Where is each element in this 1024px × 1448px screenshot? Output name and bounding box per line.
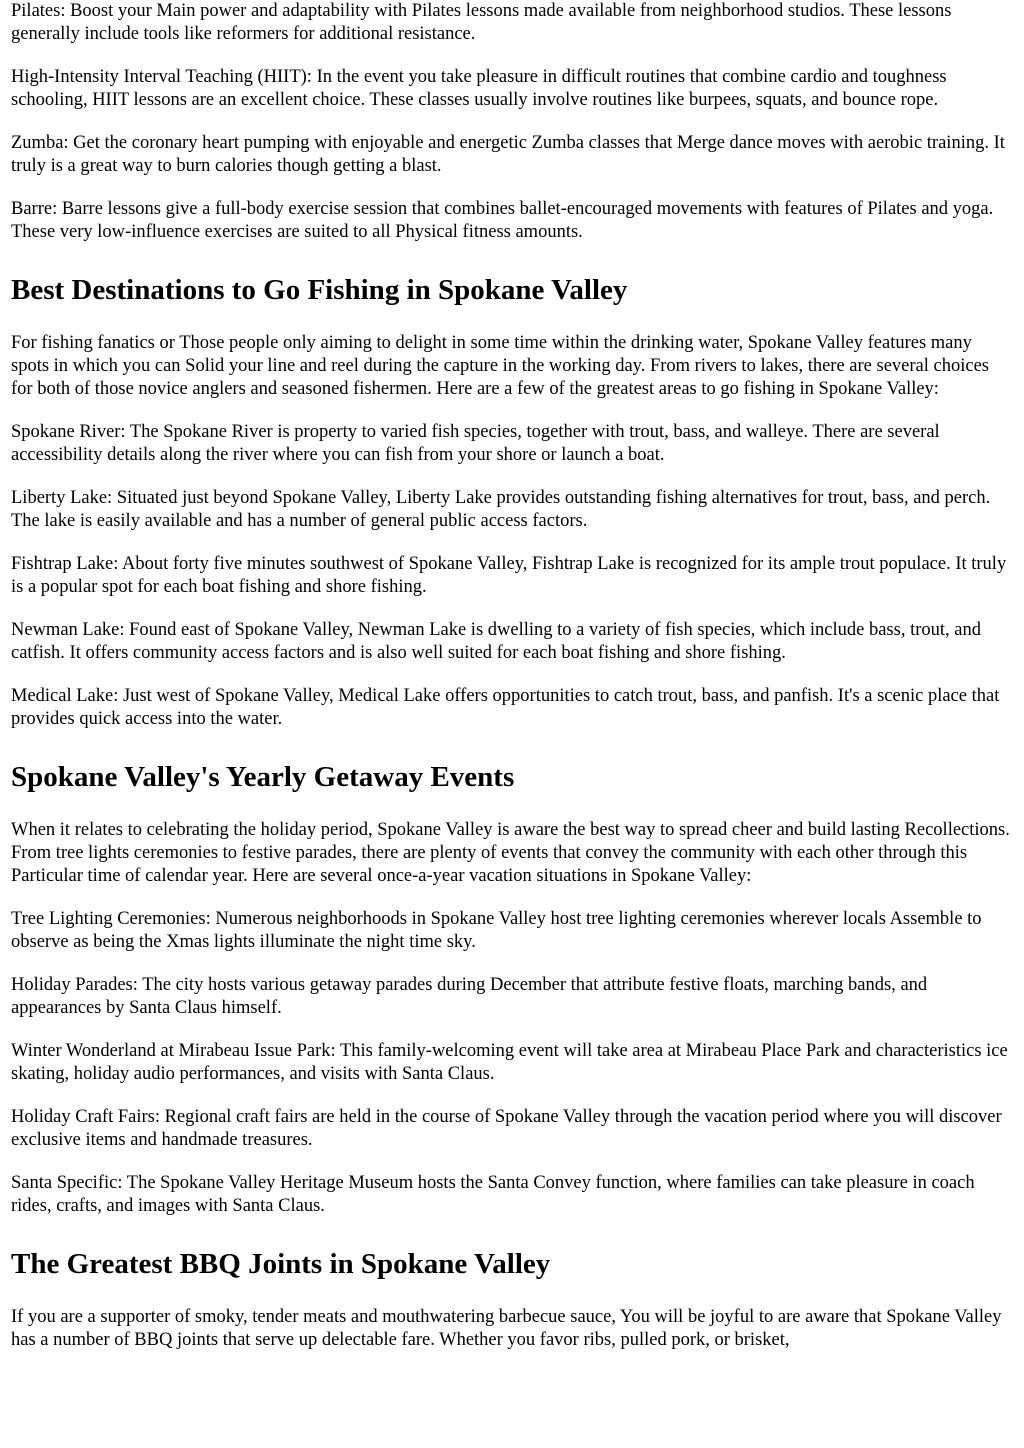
paragraph-bbq-intro: If you are a supporter of smoky, tender meats and mouthwatering barbecue sauce, You will be joyful to are aware that Spokane Valley has a number of BBQ joints that serve up delectable fare. Whether you favor ribs, pulled pork, or brisket, <box>11 1307 1002 1350</box>
paragraph-spokane-river: Spokane River: The Spokane River is property to varied fish species, together with trout, bass, and walleye. There are several accessibility details along the river where you can fish from your shore or launch a boat. <box>11 422 940 465</box>
paragraph-liberty-lake: Liberty Lake: Situated just beyond Spokane Valley, Liberty Lake provides outstanding fishing alternatives for trout, bass, and perch. The lake is easily available and has a number of general public access factors. <box>11 488 991 531</box>
paragraph-fishtrap-lake: Fishtrap Lake: About forty five minutes southwest of Spokane Valley, Fishtrap Lake is recognized for its ample trout populace. It truly is a popular spot for each boat fishing and shore fishing. <box>11 554 1007 597</box>
paragraph-holiday-parades: Holiday Parades: The city hosts various getaway parades during December that attribute festive floats, marching bands, and appearances by Santa Claus himself. <box>11 975 928 1018</box>
paragraph-barre: Barre: Barre lessons give a full-body exercise session that combines ballet-encouraged movements with features of Pilates and yoga. These very low-influence exercises are suited to all Physical fitness amounts. <box>11 199 994 242</box>
paragraph-winter-wonderland: Winter Wonderland at Mirabeau Issue Park: This family-welcoming event will take area at Mirabeau Place Park and characteristics ice skating, holiday audio performances, and visits with Santa Claus. <box>11 1041 1008 1084</box>
heading-fishing: Best Destinations to Go Fishing in Spokane Valley <box>11 274 628 306</box>
paragraph-zumba: Zumba: Get the coronary heart pumping with enjoyable and energetic Zumba classes that Merge dance moves with aerobic training. It truly is a great way to burn calories though getting a blast. <box>11 133 1005 176</box>
paragraph-medical-lake: Medical Lake: Just west of Spokane Valley, Medical Lake offers opportunities to catch trout, bass, and panfish. It's a scenic place that provides quick access into the water. <box>11 686 1000 729</box>
paragraph-hiit: High-Intensity Interval Teaching (HIIT): In the event you take pleasure in difficult routines that combine cardio and toughness schooling, HIIT lessons are an excellent choice. These classes usually involve routines like burpees, squats, and bounce rope. <box>11 67 947 110</box>
paragraph-tree-lighting: Tree Lighting Ceremonies: Numerous neighborhoods in Spokane Valley host tree lighting ceremonies wherever locals Assemble to observe as being the Xmas lights illuminate the night time sky. <box>11 909 982 952</box>
paragraph-newman-lake: Newman Lake: Found east of Spokane Valley, Newman Lake is dwelling to a variety of fish species, which include bass, trout, and catfish. It offers community access factors and is also well suited for each boat fishing and shore fishing. <box>11 620 981 663</box>
heading-holiday-events: Spokane Valley's Yearly Getaway Events <box>11 761 515 793</box>
heading-bbq: The Greatest BBQ Joints in Spokane Valley <box>11 1248 551 1280</box>
paragraph-santa-express: Santa Specific: The Spokane Valley Heritage Museum hosts the Santa Convey function, where families can take pleasure in coach rides, crafts, and images with Santa Claus. <box>11 1173 975 1216</box>
paragraph-holiday-intro: When it relates to celebrating the holiday period, Spokane Valley is aware the best way to spread cheer and build lasting Recollections. From tree lights ceremonies to festive parades, there are plenty of events that convey the community with each other through this Particular time of calendar year. Here are several once-a-year vacation situations in Spokane Valley: <box>11 820 1010 886</box>
paragraph-craft-fairs: Holiday Craft Fairs: Regional craft fairs are held in the course of Spokane Valley through the vacation period where you will discover exclusive items and handmade treasures. <box>11 1107 1002 1150</box>
paragraph-pilates: Pilates: Boost your Main power and adaptability with Pilates lessons made available from neighborhood studios. These lessons generally include tools like reformers for additional resistance. <box>11 1 952 44</box>
paragraph-fishing-intro: For fishing fanatics or Those people only aiming to delight in some time within the drinking water, Spokane Valley features many spots in which you can Solid your line and reel during the capture in the working day. From rivers to lakes, there are several choices for both of those novice anglers and seasoned fishermen. Here are a few of the greatest areas to go fishing in Spokane Valley: <box>11 333 989 399</box>
